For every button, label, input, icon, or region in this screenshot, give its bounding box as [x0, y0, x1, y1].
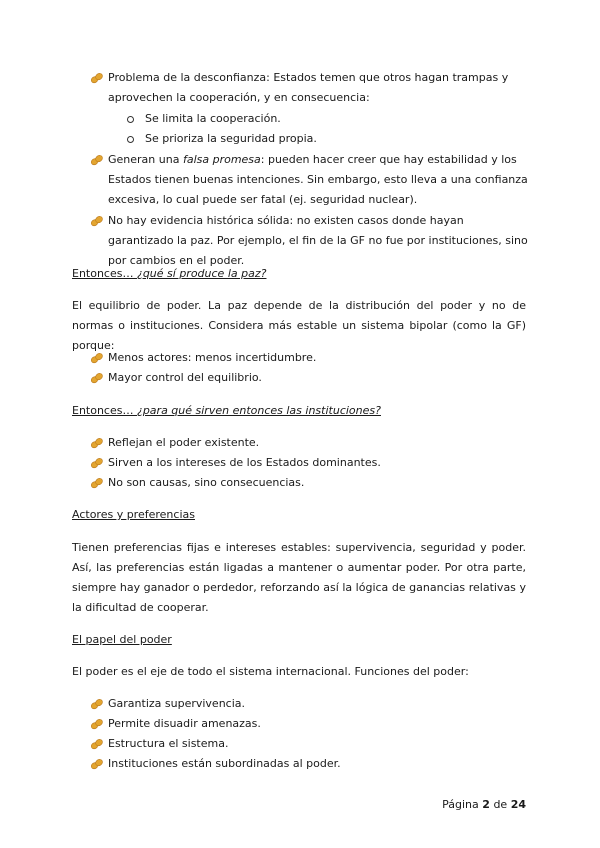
- section-heading: [72, 401, 381, 421]
- peanut-icon: [90, 718, 104, 730]
- list-item: [90, 348, 530, 368]
- heading-question: ¿qué sí produce la paz?: [136, 267, 267, 280]
- peanut-icon: [90, 698, 104, 710]
- bullet-text: Permite disuadir amenazas.: [108, 717, 261, 730]
- bullet-text: No hay evidencia histórica sólida: no existen casos donde hayan garantizado la paz. Por ejemplo, el fin de la GF no fue por instituciones, sino por cambios en el poder.: [108, 214, 528, 267]
- list-item: [90, 754, 530, 774]
- sub-list-item: [127, 129, 317, 149]
- peanut-icon: [90, 758, 104, 770]
- bullet-text: No son causas, sino consecuencias.: [108, 476, 305, 489]
- peanut-icon: [90, 457, 104, 469]
- list-item: [90, 68, 530, 108]
- section-heading: [72, 264, 266, 284]
- page-of: de: [493, 798, 508, 811]
- sub-bullet-text: Se prioriza la seguridad propia.: [145, 132, 317, 145]
- paragraph: El equilibrio de poder. La paz depende de la distribución del poder y no de normas o instituciones. Considera más estable un sistema bipolar (como la GF) porque:: [72, 299, 526, 352]
- bullet-text: [90, 150, 530, 210]
- list-item: [90, 714, 530, 734]
- bullet-text: Estructura el sistema.: [108, 737, 229, 750]
- heading-prefix: Entonces…: [72, 404, 137, 417]
- peanut-icon: [90, 215, 104, 227]
- heading-prefix: Entonces…: [72, 267, 137, 280]
- bullet-text: Menos actores: menos incertidumbre.: [108, 351, 317, 364]
- circle-bullet-icon: [127, 116, 134, 123]
- paragraph: Tienen preferencias fijas e intereses estables: supervivencia, seguridad y poder. Así, las preferencias están ligadas a mantener o aumentar poder. Por otra parte, siempre hay ganador o perdedor, reforzando así la lógica de ganancias relativas y la dificultad de cooperar.: [72, 541, 526, 614]
- paragraph: El poder es el eje de todo el sistema internacional. Funciones del poder:: [72, 665, 469, 678]
- list-item: [90, 150, 530, 210]
- bullet-text: Garantiza supervivencia.: [108, 697, 246, 710]
- list-item: [90, 694, 530, 714]
- bullet-text: Instituciones están subordinadas al poder.: [108, 757, 341, 770]
- bullet-text: Sirven a los intereses de los Estados dominantes.: [108, 456, 381, 469]
- list-item: [90, 368, 530, 388]
- bullet-text-post: : pueden hacer creer que hay estabilidad y los Estados tienen buenas intenciones. Sin embargo, esto lleva a una confianza excesiva, lo cual puede ser fatal (ej. seguridad nuclear).: [108, 153, 528, 206]
- section-heading: El papel del poder: [72, 633, 172, 646]
- bullet-text-pre: Generan una: [108, 153, 183, 166]
- bullet-text: Problema de la desconfianza: Estados temen que otros hagan trampas y aprovechen la cooperación, y en consecuencia:: [108, 71, 509, 104]
- list-item: [90, 453, 530, 473]
- peanut-icon: [90, 477, 104, 489]
- peanut-icon: [90, 372, 104, 384]
- bullet-text: Reflejan el poder existente.: [108, 436, 260, 449]
- peanut-icon: [90, 154, 104, 166]
- list-item: [90, 433, 530, 453]
- peanut-icon: [90, 72, 104, 84]
- bullet-text: Mayor control del equilibrio.: [108, 371, 262, 384]
- page-number: [442, 797, 526, 813]
- sub-list-item: [127, 109, 281, 129]
- bullet-text-emphasis: falsa promesa: [182, 153, 261, 166]
- page-total: 24: [510, 798, 526, 811]
- peanut-icon: [90, 352, 104, 364]
- circle-bullet-icon: [127, 136, 134, 143]
- section-heading: Actores y preferencias: [72, 508, 195, 521]
- peanut-icon: [90, 738, 104, 750]
- list-item: [90, 473, 530, 493]
- peanut-icon: [90, 437, 104, 449]
- sub-bullet-text: Se limita la cooperación.: [145, 112, 281, 125]
- list-item: [90, 734, 530, 754]
- page-label: Página: [442, 798, 479, 811]
- heading-question: ¿para qué sirven entonces las instituciones?: [136, 404, 381, 417]
- page-current: 2: [482, 798, 490, 811]
- list-item: [90, 211, 530, 271]
